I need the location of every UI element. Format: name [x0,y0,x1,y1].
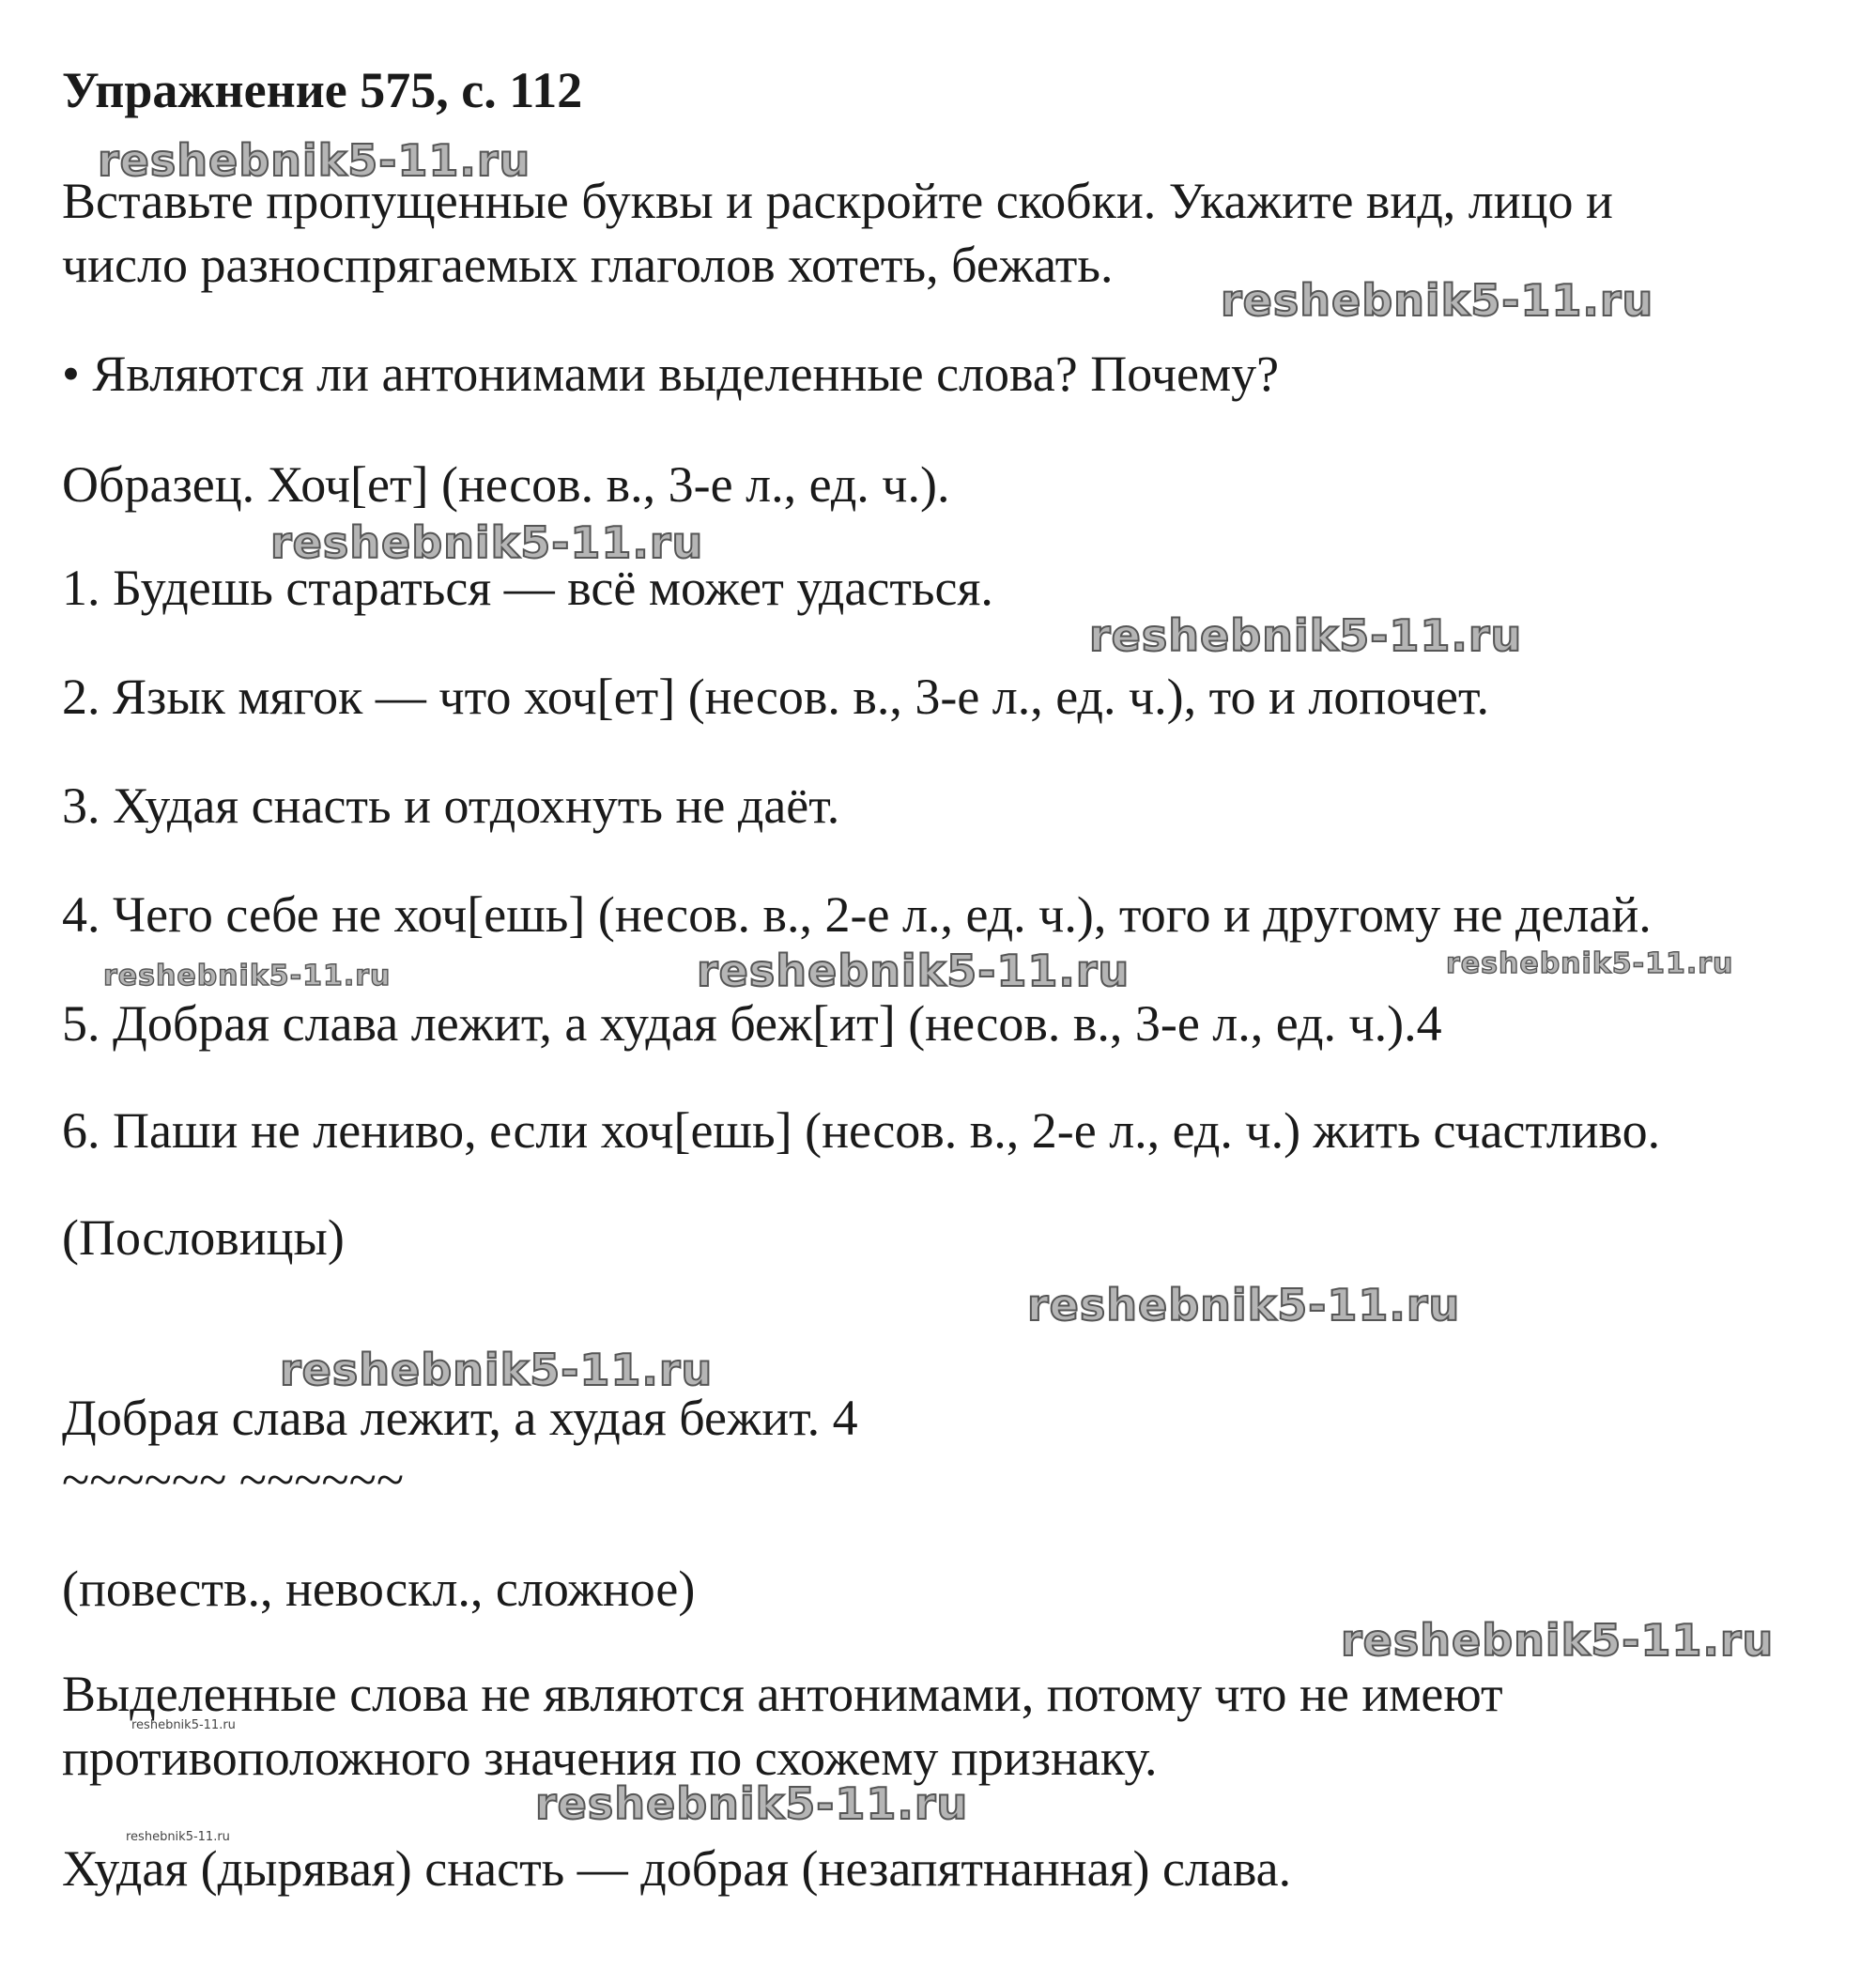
watermark: reshebnik5-11.ru [103,960,392,992]
watermark-small: reshebnik5-11.ru [131,1718,236,1732]
source-label: (Пословицы) [62,1209,345,1266]
watermark: reshebnik5-11.ru [98,135,531,186]
watermark: reshebnik5-11.ru [1221,275,1654,326]
watermark: reshebnik5-11.ru [1446,947,1734,980]
analysis-sentence: Добрая слава лежит, а худая бежит. 4 [62,1390,858,1446]
sentence-3: 3. Худая снасть и отдохнуть не даёт. [62,777,840,834]
sentence-5: 5. Добрая слава лежит, а худая беж[ит] (несов. в., 3-е л., ед. ч.).4 [62,995,1442,1052]
watermark-small: reshebnik5-11.ru [126,1830,230,1844]
watermark: reshebnik5-11.ru [1027,1280,1461,1330]
watermark: reshebnik5-11.ru [697,946,1130,996]
watermark: reshebnik5-11.ru [535,1778,969,1829]
watermark: reshebnik5-11.ru [270,517,704,568]
page-title: Упражнение 575, с. 112 [62,62,583,118]
answer-line-3: Худая (дырявая) снасть — добрая (незапятнанная) слава. [62,1840,1292,1897]
task-line-2: число разноспрягаемых глаголов хотеть, бежать. [62,237,1114,293]
sentence-1: 1. Будешь стараться — всё может удасться. [62,560,993,616]
answer-line-2: противоположного значения по схожему признаку. [62,1730,1158,1786]
wavy-underline: ~~~~~~ ~~~~~~ [62,1452,405,1508]
task-question: • Являются ли антонимами выделенные слова? Почему? [62,346,1280,402]
sentence-2: 2. Язык мягок — что хоч[ет] (несов. в., 3-е л., ед. ч.), то и лопочет. [62,669,1490,725]
watermark: reshebnik5-11.ru [1089,610,1523,661]
sentence-6: 6. Паши не лениво, если хоч[ешь] (несов. в., 2-е л., ед. ч.) жить счастливо. [62,1102,1661,1159]
sentence-4: 4. Чего себе не хоч[ешь] (несов. в., 2-е л., ед. ч.), того и другому не делай. [62,886,1652,943]
answer-line-1: Выделенные слова не являются антонимами, потому что не имеют [62,1666,1503,1722]
watermark: reshebnik5-11.ru [280,1345,714,1395]
sentence-characteristics: (повеств., невоскл., сложное) [62,1561,696,1617]
task-line-1: Вставьте пропущенные буквы и раскройте скобки. Укажите вид, лицо и [62,173,1613,229]
sample-line: Образец. Хоч[ет] (несов. в., 3-е л., ед. ч.). [62,456,950,513]
watermark: reshebnik5-11.ru [1341,1615,1775,1666]
